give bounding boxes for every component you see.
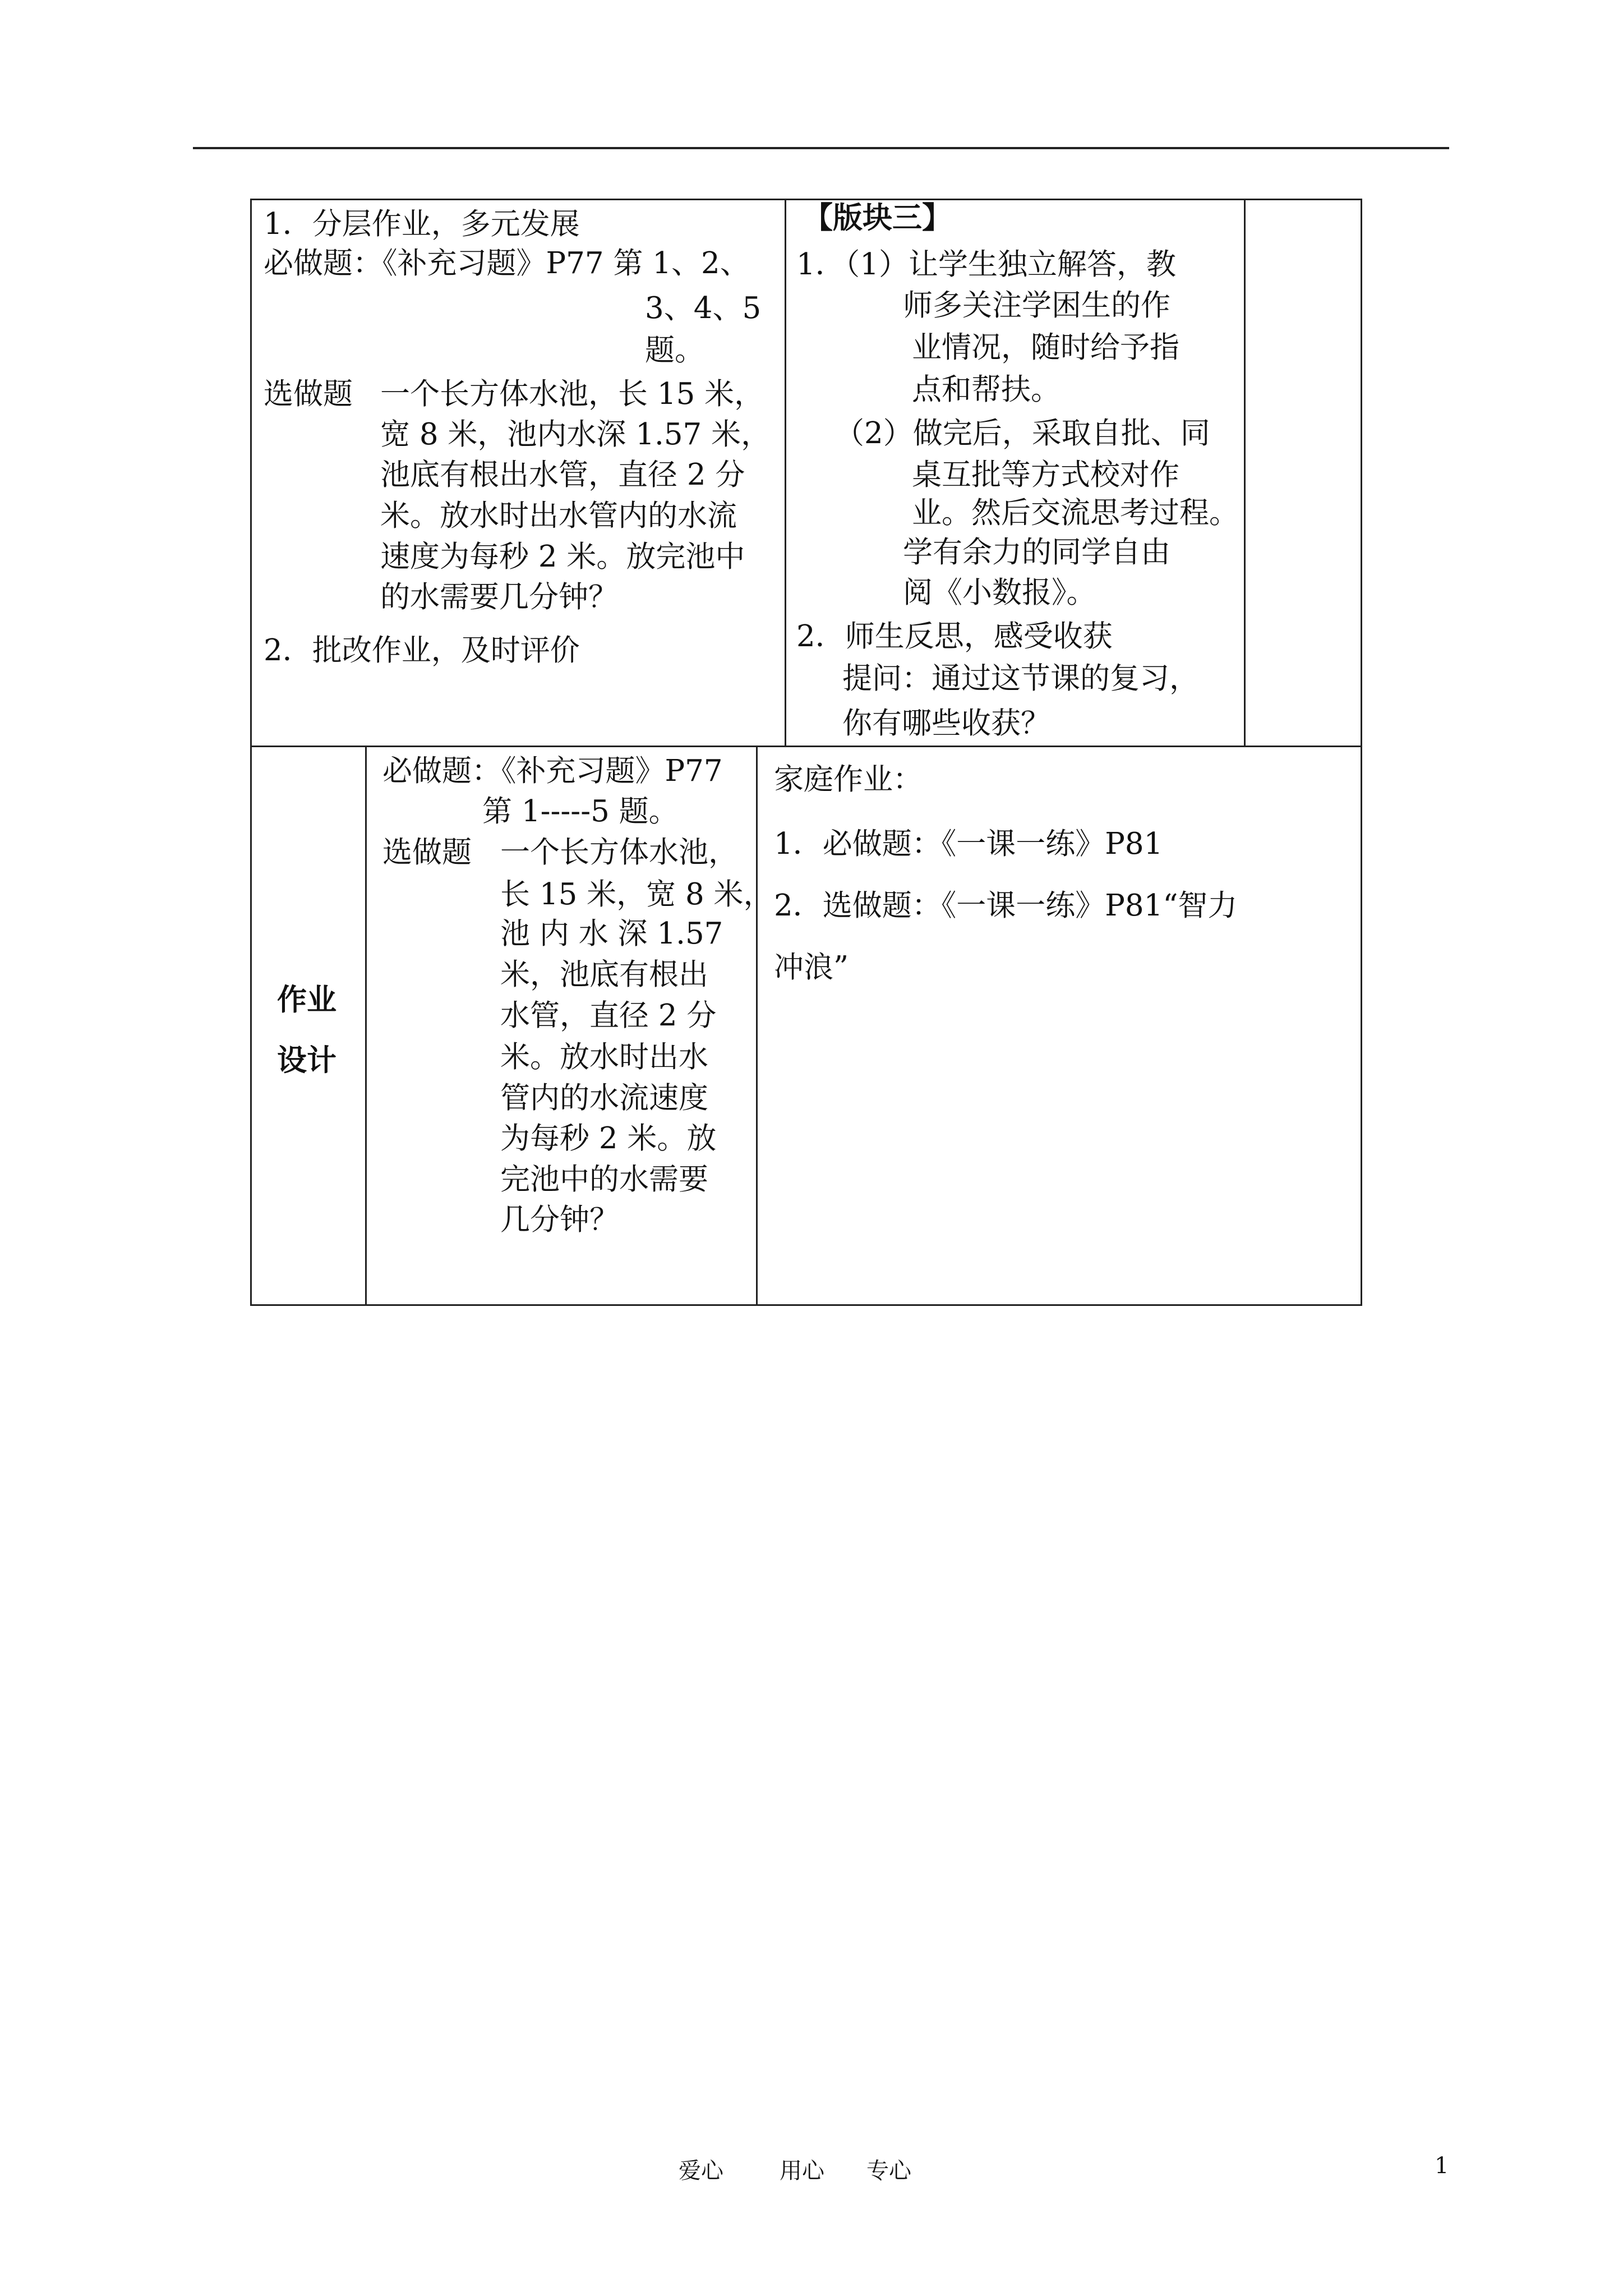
- homework-required-1: 必做题：《补充习题》P77: [382, 754, 723, 788]
- table-border-bottom: [250, 1304, 1362, 1306]
- block-two-b2: 桌互批等方式校对作: [912, 458, 1179, 492]
- table-row-divider: [250, 746, 1362, 747]
- homework-optional-8: 为每秒 2 米。放: [500, 1121, 717, 1156]
- homework-optional-4: 米，池底有根出: [500, 958, 708, 992]
- optional-line-1: 一个长方体水池，长 15 米，: [380, 377, 764, 411]
- block-two-c1: 2．师生反思，感受收获: [796, 619, 1113, 654]
- block-one-line-5: 2．批改作业，及时评价: [264, 633, 580, 668]
- block-two-b4: 学有余力的同学自由: [903, 535, 1170, 569]
- homework-optional-7: 管内的水流速度: [500, 1081, 708, 1115]
- homework-optional-6: 米。放水时出水: [500, 1040, 708, 1074]
- block-two-b1: （2）做完后，采取自批、同: [834, 416, 1210, 450]
- block-one-line-2: 必做题：《补充习题》P77 第 1、2、: [264, 246, 750, 280]
- block-two-a1: 1．（1）让学生独立解答，教: [796, 247, 1176, 282]
- page-number: 1: [1435, 2153, 1449, 2179]
- row2-col-divider-a: [365, 746, 367, 1304]
- block-one-line-3: 3、4、5: [645, 291, 762, 325]
- footer-motto-2: 用心: [780, 2158, 824, 2184]
- optional-line-6: 的水需要几分钟？: [380, 580, 618, 614]
- optional-line-4: 米。放水时出水管内的水流: [380, 499, 737, 533]
- optional-line-5: 速度为每秒 2 米。放完池中: [380, 540, 745, 574]
- block-two-b5: 阅《小数报》。: [903, 576, 1096, 610]
- block-two-a4: 点和帮扶。: [912, 372, 1061, 407]
- homework-required-2: 第 1-----5 题。: [482, 794, 679, 829]
- block-one-line-1: 1．分层作业，多元发展: [264, 207, 580, 241]
- homework-optional-10: 几分钟？: [500, 1203, 619, 1237]
- homework-optional-label: 选做题: [382, 835, 472, 869]
- row1-col-divider-a: [785, 199, 786, 746]
- block-two-a3: 业情况，随时给予指: [912, 330, 1179, 365]
- optional-line-2: 宽 8 米，池内水深 1.57 米，: [380, 417, 771, 452]
- homework-optional-2: 长 15 米，宽 8 米，: [500, 877, 773, 912]
- block-two-a2: 师多关注学困生的作: [903, 288, 1170, 323]
- homework-optional-3: 池 内 水 深 1.57: [500, 917, 723, 951]
- homework-optional-1: 一个长方体水池，: [500, 835, 738, 869]
- table-border-left: [250, 199, 252, 1306]
- row2-col-divider-b: [756, 746, 758, 1304]
- block-two-title: 【版块三】: [803, 200, 952, 235]
- optional-line-3: 池底有根出水管，直径 2 分: [380, 458, 745, 492]
- footer-motto-1: 爱心: [679, 2158, 723, 2184]
- homework-label-2: 设计: [277, 1043, 336, 1078]
- table-border-right: [1361, 199, 1362, 1306]
- row1-col-divider-b: [1244, 199, 1246, 746]
- family-homework-3: 冲浪”: [774, 950, 849, 984]
- footer-motto-3: 专心: [866, 2158, 911, 2184]
- homework-optional-5: 水管，直径 2 分: [500, 999, 717, 1033]
- block-two-c3: 你有哪些收获？: [842, 706, 1050, 740]
- family-homework-2: 2．选做题：《一课一练》P81“智力: [774, 889, 1238, 923]
- family-homework-title: 家庭作业：: [774, 762, 923, 797]
- header-rule: [193, 147, 1449, 149]
- block-one-line-4: 题。: [645, 333, 704, 367]
- block-two-b3: 业。然后交流思考过程。: [912, 496, 1239, 530]
- block-two-c2: 提问：通过这节课的复习，: [842, 661, 1199, 696]
- homework-label-1: 作业: [277, 982, 336, 1017]
- homework-optional-9: 完池中的水需要: [500, 1162, 708, 1197]
- family-homework-1: 1．必做题：《一课一练》P81: [774, 827, 1163, 861]
- optional-label: 选做题: [264, 377, 353, 411]
